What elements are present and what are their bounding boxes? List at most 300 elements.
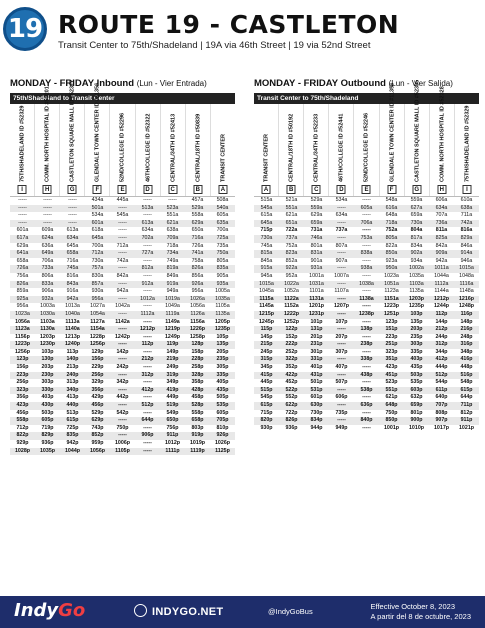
column-header xyxy=(185,104,210,196)
time-cell: 629p xyxy=(91,417,104,424)
time-cell: 1154a xyxy=(90,326,105,333)
table-row xyxy=(10,425,235,433)
time-cell: 638a xyxy=(460,204,473,211)
time-cell: 1115a xyxy=(259,295,274,302)
time-cell: 645a xyxy=(260,219,273,226)
time-cell: ----- xyxy=(362,288,371,295)
time-cell: 1038a xyxy=(359,280,374,287)
time-cell: 830a xyxy=(91,272,104,279)
time-cell: 307p xyxy=(335,348,348,355)
time-cell: 1235p xyxy=(214,326,231,333)
time-cell: 817a xyxy=(410,234,423,241)
time-cell: 1031a xyxy=(309,280,324,287)
time-cell: 1003a xyxy=(40,303,55,310)
time-cell: ----- xyxy=(118,227,127,234)
time-cell: 638a xyxy=(166,227,179,234)
time-cell: 702a xyxy=(141,234,154,241)
table-row xyxy=(254,341,479,349)
time-cell: 907p xyxy=(435,417,448,424)
time-cell: ----- xyxy=(337,386,346,393)
time-cell: 840p xyxy=(360,417,373,424)
time-cell: 636a xyxy=(41,242,54,249)
time-cell: 403p xyxy=(41,394,54,401)
table-row xyxy=(254,296,479,304)
time-cell: 242p xyxy=(116,364,129,371)
time-cell: ----- xyxy=(337,341,346,348)
time-cell: ----- xyxy=(143,424,152,431)
time-cell: 1021p xyxy=(458,424,475,431)
stop-name: COMM. NORTH HOSPITAL ID #50201 xyxy=(44,86,51,182)
time-cell: 1113a xyxy=(65,318,80,325)
time-cell: 1015a xyxy=(259,280,274,287)
time-cell: 949p xyxy=(335,424,348,431)
stop-name: TRANSIT CENTER xyxy=(220,134,227,182)
time-cell: 116p xyxy=(460,310,473,317)
table-row xyxy=(254,205,479,213)
time-cell: 534a xyxy=(335,197,348,203)
time-cell: 105p xyxy=(216,333,229,340)
column-header xyxy=(10,104,34,196)
time-cell: 1248p xyxy=(458,303,475,310)
time-cell: 730p xyxy=(310,409,323,416)
time-cell: ----- xyxy=(362,257,371,264)
column-header xyxy=(34,86,59,196)
outbound-direction: Outbound xyxy=(340,78,386,89)
time-cell: 1258p xyxy=(189,333,206,340)
time-cell: 1112a xyxy=(434,280,449,287)
time-cell: ----- xyxy=(168,197,177,203)
time-cell: 831a xyxy=(310,250,323,257)
time-cell: 630p xyxy=(310,402,323,409)
table-row xyxy=(10,281,235,289)
outbound-schedule-table xyxy=(254,78,479,432)
time-cell: 938a xyxy=(360,265,373,272)
time-cell: 758a xyxy=(191,257,204,264)
time-cell: ----- xyxy=(362,318,371,325)
outbound-days: MONDAY - FRIDAY xyxy=(254,78,338,89)
time-cell: ----- xyxy=(362,394,371,401)
time-cell: 203p xyxy=(41,364,54,371)
time-cell: 1035a xyxy=(215,295,230,302)
time-cell: ----- xyxy=(337,326,346,333)
time-cell: 248p xyxy=(460,333,473,340)
time-cell: 519p xyxy=(166,402,179,409)
time-cell: 945a xyxy=(260,272,273,279)
time-cell: 705p xyxy=(216,417,229,424)
time-cell: ----- xyxy=(143,440,152,446)
table-row xyxy=(10,273,235,281)
time-cell: 902a xyxy=(410,250,423,257)
time-cell: ----- xyxy=(118,417,127,424)
time-cell: 1228p xyxy=(89,333,106,340)
time-cell: 601p xyxy=(310,394,323,401)
time-cell: 736a xyxy=(435,219,448,226)
time-cell: 122p xyxy=(285,326,298,333)
column-header xyxy=(404,79,429,196)
time-cell: ----- xyxy=(337,234,346,241)
time-cell: 548a xyxy=(385,197,398,203)
time-cell: 838a xyxy=(360,250,373,257)
time-cell: 335p xyxy=(410,348,423,355)
time-cell: 1126a xyxy=(190,310,205,317)
time-cell: 529a xyxy=(310,197,323,203)
time-cell: 335p xyxy=(216,371,229,378)
time-cell: 1119p xyxy=(190,447,205,454)
time-cell: 1256p xyxy=(89,341,106,348)
time-cell: 435p xyxy=(216,386,229,393)
time-cell: 1142a xyxy=(115,318,130,325)
time-cell: 222p xyxy=(285,341,298,348)
time-cell: 442p xyxy=(116,394,129,401)
time-cell: 634a xyxy=(141,227,154,234)
effective-date xyxy=(371,602,472,622)
time-cell: 601a xyxy=(16,227,29,234)
time-cell: 716a xyxy=(66,257,79,264)
time-cell: 451p xyxy=(385,371,398,378)
time-cell: ----- xyxy=(362,212,371,219)
time-cell: 716a xyxy=(191,234,204,241)
time-cell: 806a xyxy=(41,272,54,279)
time-cell: 223p xyxy=(16,371,29,378)
time-cell: 349p xyxy=(166,379,179,386)
time-cell: 1252p xyxy=(283,318,300,325)
time-cell: 930a xyxy=(91,288,104,295)
time-cell: 228p xyxy=(191,356,204,363)
time-cell: 915a xyxy=(260,265,273,272)
time-cell: 621a xyxy=(285,212,298,219)
stop-name: CASTLETON SQUARE MALL ID #52327 xyxy=(69,79,76,182)
table-row xyxy=(254,258,479,266)
time-cell: 1019a xyxy=(165,295,180,302)
time-cell: 213p xyxy=(66,364,79,371)
time-cell: 912a xyxy=(141,280,154,287)
table-row xyxy=(254,326,479,334)
time-cell: 834a xyxy=(410,242,423,249)
time-cell: 1212p xyxy=(433,295,450,302)
time-cell: 331p xyxy=(310,356,323,363)
time-cell: 914a xyxy=(460,250,473,257)
table-row xyxy=(254,364,479,372)
table-row xyxy=(254,288,479,296)
time-cell: 641a xyxy=(16,250,29,257)
time-cell: 1103a xyxy=(409,280,424,287)
timepoint-marker: C xyxy=(168,185,177,194)
time-cell: 711p xyxy=(460,402,473,409)
time-cell: 1123a xyxy=(384,288,399,295)
time-cell: 930p xyxy=(260,424,273,431)
page-subtitle: Transit Center to 75th/Shadeland | 19A via 46th Street | 19 via 52nd Street xyxy=(58,40,371,51)
time-cell: 142p xyxy=(116,348,129,355)
time-cell: 922a xyxy=(285,265,298,272)
column-header xyxy=(109,104,134,196)
time-cell: 401p xyxy=(310,364,323,371)
table-row xyxy=(10,410,235,418)
time-cell: ----- xyxy=(143,303,152,310)
time-cell: 658a xyxy=(16,257,29,264)
time-cell: 700a xyxy=(216,227,229,234)
time-cell: ----- xyxy=(143,318,152,325)
time-cell: ----- xyxy=(118,326,127,333)
time-cell: ----- xyxy=(362,364,371,371)
time-cell: 645a xyxy=(66,242,79,249)
time-cell: 303p xyxy=(41,379,54,386)
time-cell: 659p xyxy=(410,402,423,409)
time-cell: 925a xyxy=(16,295,29,302)
column-header xyxy=(278,104,303,196)
time-cell: 812a xyxy=(141,265,154,272)
time-cell: 835p xyxy=(66,432,79,439)
column-header xyxy=(160,104,185,196)
time-cell: 212p xyxy=(141,356,154,363)
time-cell: 1030a xyxy=(40,310,55,317)
time-cell: 545a xyxy=(260,204,273,211)
time-cell: 833a xyxy=(41,280,54,287)
table-row xyxy=(10,227,235,235)
timepoint-marker: B xyxy=(193,185,202,194)
time-cell: ----- xyxy=(68,204,77,211)
time-cell: ----- xyxy=(362,272,371,279)
time-cell: 551a xyxy=(285,204,298,211)
time-cell: 512p xyxy=(435,371,448,378)
logo-accent: Go xyxy=(58,600,86,621)
time-cell: 348p xyxy=(460,348,473,355)
table-row xyxy=(10,220,235,228)
time-cell: 415p xyxy=(260,371,273,378)
social-handle[interactable]: @IndyGoBus xyxy=(268,607,313,616)
time-cell: ----- xyxy=(143,394,152,401)
time-cell: 438p xyxy=(360,371,373,378)
time-cell: 859a xyxy=(16,288,29,295)
time-cell: 1042a xyxy=(115,303,130,310)
time-cell: 706a xyxy=(360,219,373,226)
time-cell: 911p xyxy=(460,417,473,424)
time-cell: 816a xyxy=(66,272,79,279)
time-cell: 513a xyxy=(141,204,154,211)
time-cell: 1011a xyxy=(434,265,449,272)
timepoint-marker: H xyxy=(43,185,52,194)
time-cell: 516p xyxy=(460,371,473,378)
time-cell: 1251p xyxy=(383,310,400,317)
time-cell: 145p xyxy=(260,333,273,340)
table-row xyxy=(10,448,235,456)
time-cell: 649a xyxy=(41,250,54,257)
time-cell: 746a xyxy=(310,234,323,241)
time-cell: 1123a xyxy=(15,326,30,333)
time-cell: 444p xyxy=(435,364,448,371)
column-header xyxy=(454,104,479,196)
time-cell: 323p xyxy=(385,348,398,355)
time-cell: 1201p xyxy=(308,303,325,310)
time-cell: 229p xyxy=(91,364,104,371)
time-cell: 845a xyxy=(260,257,273,264)
time-cell: 715p xyxy=(260,227,273,234)
time-cell: 956a xyxy=(191,288,204,295)
time-cell: 825a xyxy=(435,234,448,241)
time-cell: 605a xyxy=(216,212,229,219)
time-cell: 115p xyxy=(260,326,273,333)
time-cell: 615p xyxy=(66,417,79,424)
time-cell: 123p xyxy=(385,318,398,325)
time-cell: 805a xyxy=(216,257,229,264)
time-cell: 601a xyxy=(91,219,104,226)
stop-name: CENTRAL/34TH ID #52233 xyxy=(313,113,320,182)
table-row xyxy=(10,364,235,372)
timepoint-marker: C xyxy=(312,185,321,194)
time-cell: 123p xyxy=(16,356,29,363)
time-cell: 756a xyxy=(16,272,29,279)
time-cell: 842a xyxy=(435,242,448,249)
time-cell: 942a xyxy=(435,257,448,264)
time-cell: ----- xyxy=(143,288,152,295)
time-cell: 205p xyxy=(216,348,229,355)
table-row xyxy=(10,341,235,349)
time-cell: 742a xyxy=(116,257,129,264)
time-cell: 727a xyxy=(141,250,154,257)
table-row xyxy=(254,394,479,402)
time-cell: 1028p xyxy=(14,447,31,454)
time-cell: 540a xyxy=(216,204,229,211)
time-cell: 135p xyxy=(410,318,423,325)
time-cell: ----- xyxy=(143,348,152,355)
table-row xyxy=(10,303,235,311)
time-cell: 856a xyxy=(191,272,204,279)
time-cell: 1040a xyxy=(65,310,80,317)
time-cell: ----- xyxy=(118,432,127,439)
time-cell: 805a xyxy=(385,234,398,241)
time-cell: 935a xyxy=(216,280,229,287)
time-cell: 156p xyxy=(16,364,29,371)
time-cell: 103p xyxy=(410,310,423,317)
time-cell: 112p xyxy=(141,341,154,348)
time-cell: 749a xyxy=(166,257,179,264)
time-cell: 138p xyxy=(360,326,373,333)
time-cell: 119p xyxy=(166,341,179,348)
time-cell: ----- xyxy=(143,272,152,279)
time-cell: 1044p xyxy=(64,447,81,454)
time-cell: 342p xyxy=(116,379,129,386)
time-cell: 741a xyxy=(191,250,204,257)
time-cell: ----- xyxy=(143,379,152,386)
time-cell: 1013a xyxy=(65,303,80,310)
time-cell: 942p xyxy=(66,440,79,446)
time-cell: 1035a xyxy=(409,272,424,279)
table-row xyxy=(10,296,235,304)
time-cell: 423p xyxy=(16,402,29,409)
time-cell: 808p xyxy=(435,409,448,416)
time-cell: ----- xyxy=(337,371,346,378)
time-cell: ----- xyxy=(362,242,371,249)
logo-main: Indy xyxy=(14,600,59,621)
timepoint-marker: H xyxy=(437,185,446,194)
time-cell: 726a xyxy=(16,265,29,272)
time-cell: 733a xyxy=(41,265,54,272)
time-cell: 212p xyxy=(435,326,448,333)
time-cell: 936p xyxy=(285,424,298,431)
time-cell: ----- xyxy=(118,310,127,317)
time-cell: 1056p xyxy=(89,447,106,454)
time-cell: 428p xyxy=(191,386,204,393)
time-cell: 745a xyxy=(66,265,79,272)
globe-icon xyxy=(134,604,147,617)
time-cell: 1244p xyxy=(433,303,450,310)
time-cell: 305p xyxy=(216,364,229,371)
table-row xyxy=(10,235,235,243)
time-cell: 852p xyxy=(91,432,104,439)
time-cell: 1140a xyxy=(65,326,80,333)
time-cell: 1213p xyxy=(64,333,81,340)
time-cell: 823a xyxy=(285,250,298,257)
time-cell: 936p xyxy=(41,440,54,446)
time-cell: 648p xyxy=(385,402,398,409)
table-row xyxy=(10,212,235,220)
schedule-header xyxy=(0,0,485,66)
column-header xyxy=(210,104,235,196)
time-cell: 606a xyxy=(435,197,448,203)
table-row xyxy=(10,205,235,213)
table-row xyxy=(254,250,479,258)
table-row xyxy=(10,349,235,357)
time-cell: 1222p xyxy=(283,310,300,317)
time-cell: ----- xyxy=(337,219,346,226)
time-cell: 826a xyxy=(16,280,29,287)
table-row xyxy=(254,425,479,433)
time-cell: 356p xyxy=(91,386,104,393)
stop-name: GLENDALE TOWN CENTER ID #11356 xyxy=(94,82,101,182)
time-cell: ----- xyxy=(68,219,77,226)
time-cell: 857a xyxy=(91,280,104,287)
time-cell: 1022a xyxy=(284,280,299,287)
time-cell: 149p xyxy=(166,348,179,355)
time-cell: 906p xyxy=(141,432,154,439)
time-cell: 644p xyxy=(460,394,473,401)
outbound-route-subheader: Transit Center to 75th/Shadeland xyxy=(254,93,479,104)
time-cell: 725p xyxy=(66,424,79,431)
time-cell: 605p xyxy=(216,409,229,416)
time-cell: 215p xyxy=(260,341,273,348)
time-cell: 131p xyxy=(310,326,323,333)
time-cell: 605a xyxy=(360,204,373,211)
time-cell: 909a xyxy=(435,250,448,257)
time-cell: ----- xyxy=(68,197,77,203)
time-cell: 730a xyxy=(260,234,273,241)
time-cell: 735a xyxy=(216,242,229,249)
time-cell: 742a xyxy=(460,219,473,226)
time-cell: 644p xyxy=(141,417,154,424)
time-cell: 412p xyxy=(435,356,448,363)
time-cell: 718a xyxy=(385,219,398,226)
time-cell: 815a xyxy=(260,250,273,257)
time-cell: 905a xyxy=(216,272,229,279)
time-cell: 753a xyxy=(360,234,373,241)
time-cell: 416p xyxy=(460,356,473,363)
time-cell: 624a xyxy=(41,234,54,241)
time-cell: 829a xyxy=(460,234,473,241)
time-cell: ----- xyxy=(118,341,127,348)
website-link[interactable]: INDYGO.NET xyxy=(152,606,224,618)
time-cell: 113p xyxy=(66,348,79,355)
time-cell: ----- xyxy=(18,212,27,219)
stop-name: 75TH/SHADELAND ID #52329 xyxy=(19,105,26,182)
table-row xyxy=(10,372,235,380)
time-cell: 707p xyxy=(435,402,448,409)
time-cell: 615a xyxy=(260,212,273,219)
time-cell: 750p xyxy=(116,424,129,431)
time-cell: 1122a xyxy=(284,295,299,302)
time-cell: 1105a xyxy=(215,303,230,310)
table-row xyxy=(254,349,479,357)
time-cell: 932a xyxy=(41,295,54,302)
time-cell: 558a xyxy=(191,212,204,219)
